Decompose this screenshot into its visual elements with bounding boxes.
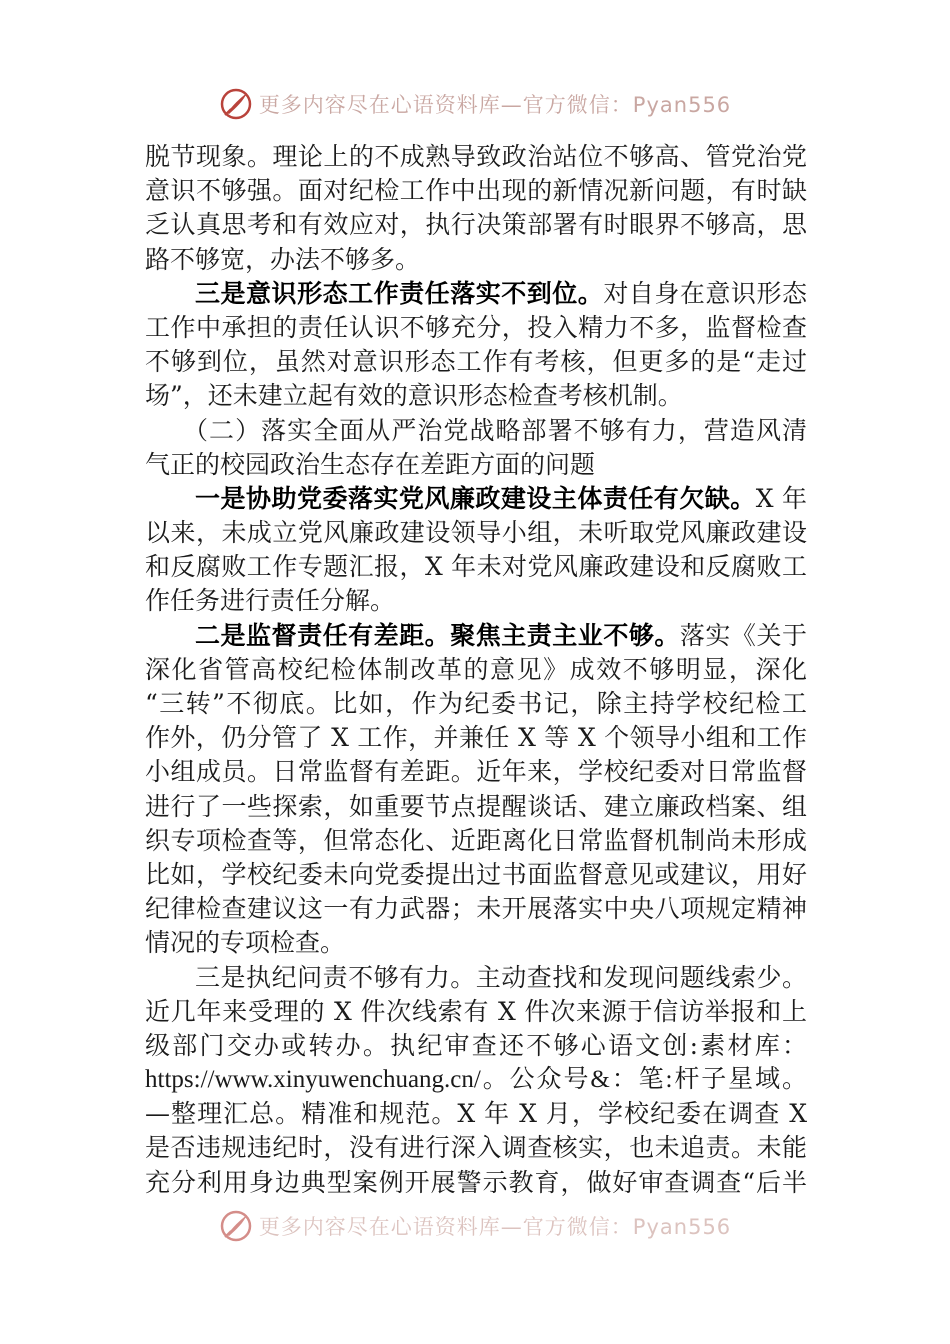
- url-text-line: https://www.xinyuwenchuang.cn/。公众号&：笔:杆子星域。: [145, 1066, 807, 1094]
- text-line: 乏认真思考和有效应对，执行决策部署有时眼界不够高，思: [145, 210, 807, 240]
- text-line: —整理汇总。精准和规范。X 年 X 月，学校纪委在调查 X: [145, 1099, 807, 1129]
- text-line: 深化省管高校纪检体制改革的意见》成效不够明显，深化: [145, 654, 807, 684]
- text-span: 对自身在意识形态: [603, 278, 807, 308]
- text-line: 脱节现象。理论上的不成熟导致政治站位不够高、管党治党: [145, 142, 807, 171]
- text-line: 充分利用身边典型案例开展警示教育，做好审查调查“后半: [145, 1167, 807, 1197]
- text-line: 路不够宽，办法不够多。: [145, 244, 421, 274]
- text-line: 意识不够强。面对纪检工作中出现的新情况新问题，有时缺: [145, 176, 807, 206]
- header-watermark-text: 更多内容尽在心语资料库—官方微信：Pyan556: [258, 93, 732, 117]
- text-line: 和反腐败工作专题汇报，X 年未对党风廉政建设和反腐败工: [145, 552, 807, 582]
- text-line: 进行了一些探索，如重要节点提醒谈话、建立廉政档案、组: [145, 791, 807, 821]
- text-line: 近几年来受理的 X 件次线索有 X 件次来源于信访举报和上: [145, 996, 807, 1026]
- paragraph-first-line: [145, 277, 807, 311]
- text-line: “三转”不彻底。比如，作为纪委书记，除主持学校纪检工: [145, 689, 807, 718]
- bold-heading: 一是协助党委落实党风廉政建设主体责任有欠缺。: [195, 483, 756, 513]
- text-line: 级部门交办或转办。执纪审查还不够心语文创:素材库：: [145, 1030, 807, 1060]
- section-heading-line: （二）落实全面从严治党战略部署不够有力，营造风清: [183, 415, 807, 445]
- text-line: 以来，未成立党风廉政建设领导小组，未听取党风廉政建设: [145, 518, 807, 548]
- text-line: 是否违规违纪时，没有进行深入调查核实，也未追责。未能: [145, 1133, 807, 1163]
- paragraph-first-line: [145, 482, 807, 516]
- header-watermark: [0, 84, 950, 124]
- text-line: 工作中承担的责任认识不够充分，投入精力不多，监督检查: [145, 312, 807, 342]
- footer-watermark-text: 更多内容尽在心语资料库—官方微信：Pyan556: [258, 1215, 732, 1239]
- feather-logo-icon: [219, 87, 253, 121]
- section-heading-line: 气正的校园政治生态存在差距方面的问题: [145, 449, 596, 479]
- bold-heading: 二是监督责任有差距。聚焦主责主业不够。: [195, 620, 680, 650]
- text-line: 不够到位，虽然对意识形态工作有考核，但更多的是“走过: [145, 347, 807, 377]
- text-line: 场”，还未建立起有效的意识形态检查考核机制。: [145, 381, 683, 411]
- text-line: 织专项检查等，但常态化、近距离化日常监督机制尚未形成: [145, 825, 807, 855]
- text-line: 比如，学校纪委未向党委提出过书面监督意见或建议，用好: [145, 859, 807, 889]
- feather-logo-icon: [219, 1209, 253, 1243]
- paragraph-first-line: 三是执纪问责不够有力。主动查找和发现问题线索少。: [195, 962, 807, 992]
- footer-watermark: [0, 1206, 950, 1246]
- document-body: [145, 140, 807, 1208]
- text-line: 情况的专项检查。: [145, 928, 346, 958]
- text-line: 作外，仍分管了 X 工作，并兼任 X 等 X 个领导小组和工作: [145, 723, 807, 753]
- bold-heading: 三是意识形态工作责任落实不到位。: [195, 278, 604, 308]
- paragraph-first-line: [145, 619, 807, 653]
- text-span: 落实《关于: [679, 620, 807, 650]
- text-line: 小组成员。日常监督有差距。近年来，学校纪委对日常监督: [145, 757, 807, 787]
- text-line: 作任务进行责任分解。: [145, 586, 396, 616]
- text-line: 纪律检查建议这一有力武器；未开展落实中央八项规定精神: [145, 894, 807, 924]
- text-span: X 年: [755, 483, 807, 513]
